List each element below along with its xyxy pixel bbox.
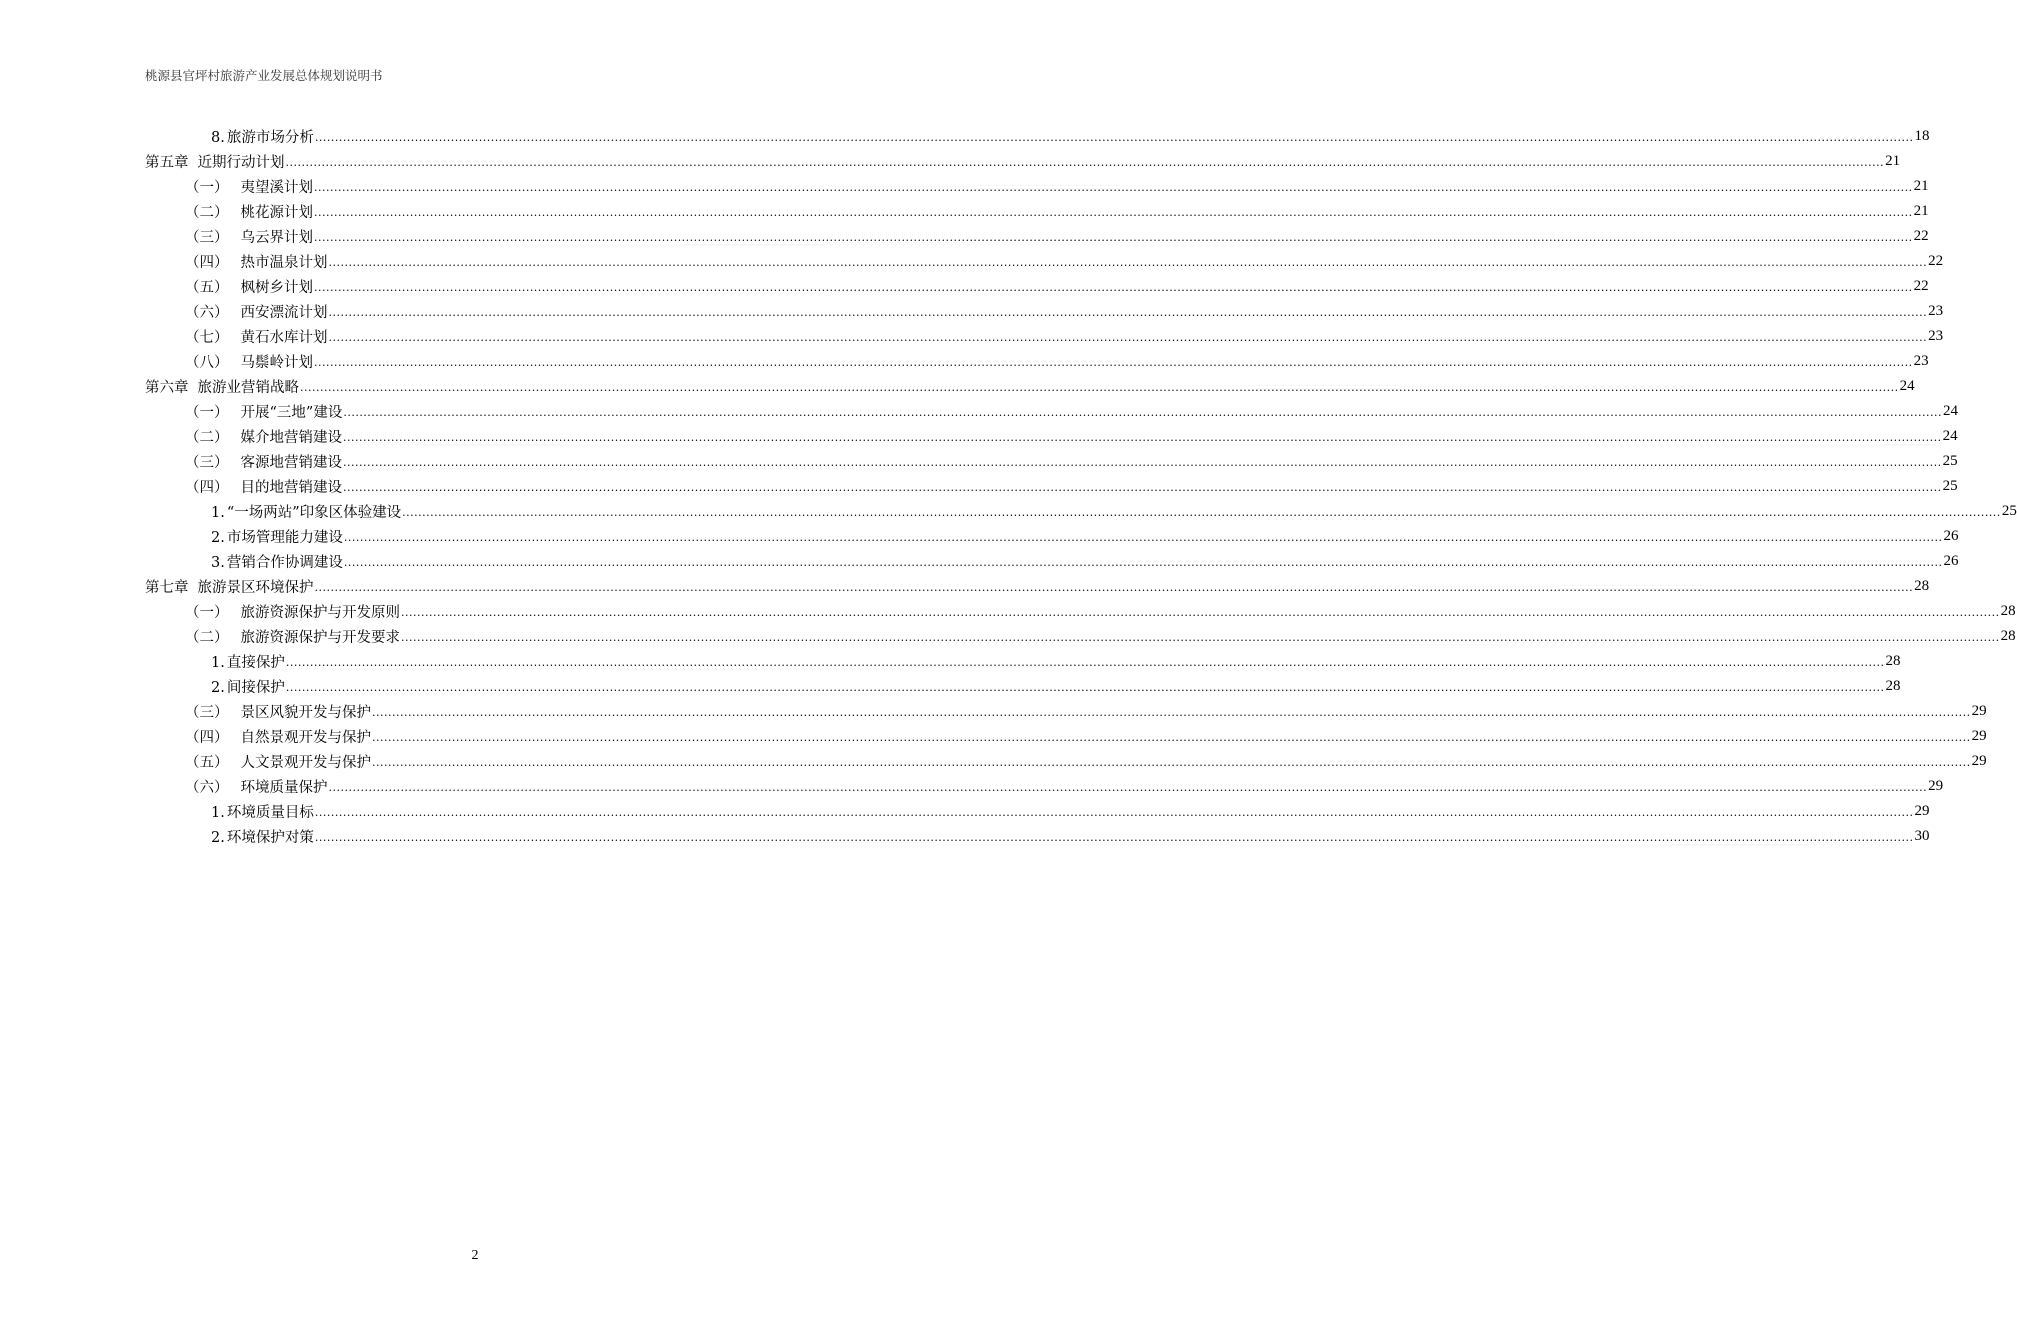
toc-entry-label xyxy=(185,701,371,722)
toc-entry-page: 26 xyxy=(1943,553,1959,569)
toc-entry-label xyxy=(185,226,313,247)
toc-entry-number: 1. xyxy=(211,805,225,821)
toc-entry-label xyxy=(211,526,343,547)
toc-entry-title: 自然景观开发与保护 xyxy=(240,730,371,746)
toc-dot-leader: ................................................................................................................................................................................................................................................................................................................................................................................................................ xyxy=(328,306,1928,319)
toc-entry-number: 2. xyxy=(211,680,225,696)
toc-entry-title: 桃花源计划 xyxy=(240,205,313,221)
toc-entry-number: 2. xyxy=(211,830,225,846)
toc-entry-label xyxy=(185,326,328,347)
toc-entry-title: 开展“三地”建设 xyxy=(240,405,343,421)
toc-entry[interactable] xyxy=(145,724,1987,749)
toc-entry-title: 环境保护对策 xyxy=(226,830,314,846)
toc-entry[interactable] xyxy=(145,674,1901,699)
toc-entry-page: 22 xyxy=(1913,228,1929,244)
toc-entry-number: （五） xyxy=(185,755,229,771)
toc-dot-leader: ................................................................................................................................................................................................................................................................................................................................................................................................................ xyxy=(285,156,1885,169)
toc-entry-page: 23 xyxy=(1928,328,1944,344)
toc-entry-number: 第六章 xyxy=(145,380,189,396)
toc-dot-leader: ................................................................................................................................................................................................................................................................................................................................................................................................................ xyxy=(328,331,1928,344)
toc-entry-page: 18 xyxy=(1914,128,1930,144)
toc-entry[interactable] xyxy=(145,399,1958,424)
toc-entry-page: 21 xyxy=(1885,153,1901,169)
toc-dot-leader: ................................................................................................................................................................................................................................................................................................................................................................................................................ xyxy=(314,206,1913,219)
toc-entry-number: 8. xyxy=(211,130,225,146)
toc-entry-title: 旅游市场分析 xyxy=(226,130,314,146)
toc-entry-page: 29 xyxy=(1971,703,1987,719)
toc-dot-leader: ................................................................................................................................................................................................................................................................................................................................................................................................................ xyxy=(285,656,1885,669)
toc-entry-number: 1. xyxy=(211,505,225,521)
toc-entry-number: （八） xyxy=(185,355,229,371)
toc-entry-page: 29 xyxy=(1971,728,1987,744)
toc-entry-label xyxy=(185,776,328,797)
toc-dot-leader: ................................................................................................................................................................................................................................................................................................................................................................................................................ xyxy=(285,681,1885,694)
toc-entry-title: 近期行动计划 xyxy=(197,155,285,171)
toc-entry-title: 枫树乡计划 xyxy=(240,280,313,296)
toc-entry-page: 21 xyxy=(1913,203,1929,219)
toc-dot-leader: ................................................................................................................................................................................................................................................................................................................................................................................................................ xyxy=(343,531,1943,544)
toc-entry-label xyxy=(145,151,285,172)
toc-dot-leader: ................................................................................................................................................................................................................................................................................................................................................................................................................ xyxy=(314,131,1914,144)
toc-entry-page: 26 xyxy=(1943,528,1959,544)
toc-entry-title: 景区风貌开发与保护 xyxy=(240,705,371,721)
toc-entry-label xyxy=(211,651,285,672)
toc-entry-title: 媒介地营销建设 xyxy=(240,430,342,446)
toc-entry[interactable] xyxy=(145,649,1901,674)
toc-dot-leader: ................................................................................................................................................................................................................................................................................................................................................................................................................ xyxy=(300,381,1899,394)
toc-entry-number: （二） xyxy=(185,205,229,221)
toc-entry-title: 人文景观开发与保护 xyxy=(240,755,371,771)
toc-entry-page: 28 xyxy=(1914,578,1930,594)
toc-dot-leader: ................................................................................................................................................................................................................................................................................................................................................................................................................ xyxy=(314,281,1913,294)
toc-entry-number: （四） xyxy=(185,255,229,271)
toc-entry-label xyxy=(211,126,314,147)
table-of-contents xyxy=(145,124,2017,849)
toc-entry[interactable] xyxy=(145,624,2016,649)
toc-entry-title: 夷望溪计划 xyxy=(240,180,313,196)
toc-entry-label xyxy=(185,426,342,447)
toc-entry-page: 29 xyxy=(1971,753,1987,769)
toc-entry-page: 28 xyxy=(1885,653,1901,669)
toc-entry[interactable] xyxy=(145,774,1944,799)
toc-entry-number: （四） xyxy=(185,480,229,496)
toc-entry-page: 28 xyxy=(1885,678,1901,694)
toc-entry-label xyxy=(211,501,401,522)
toc-entry-title: 旅游资源保护与开发原则 xyxy=(240,605,400,621)
toc-entry[interactable] xyxy=(145,224,1929,249)
toc-entry-number: 第七章 xyxy=(145,580,189,596)
toc-entry[interactable] xyxy=(145,299,1944,324)
toc-dot-leader: ................................................................................................................................................................................................................................................................................................................................................................................................................ xyxy=(314,181,1913,194)
toc-entry[interactable] xyxy=(145,349,1929,374)
toc-entry[interactable] xyxy=(145,249,1944,274)
toc-entry-number: （一） xyxy=(185,180,229,196)
toc-dot-leader: ................................................................................................................................................................................................................................................................................................................................................................................................................ xyxy=(343,431,1942,444)
toc-entry[interactable] xyxy=(145,124,1930,149)
toc-entry[interactable] xyxy=(145,449,1958,474)
toc-entry[interactable] xyxy=(145,549,1959,574)
toc-entry-label xyxy=(185,401,342,422)
toc-dot-leader: ................................................................................................................................................................................................................................................................................................................................................................................................................ xyxy=(328,781,1928,794)
toc-entry-page: 24 xyxy=(1942,428,1958,444)
toc-dot-leader: ................................................................................................................................................................................................................................................................................................................................................................................................................ xyxy=(314,231,1913,244)
toc-entry-title: 旅游景区环境保护 xyxy=(197,580,314,596)
toc-entry-title: “一场两站”印象区体验建设 xyxy=(226,505,402,521)
toc-entry-title: 环境质量目标 xyxy=(226,805,314,821)
toc-entry-label xyxy=(185,276,313,297)
toc-entry[interactable] xyxy=(145,374,1915,399)
toc-entry-label xyxy=(185,476,342,497)
toc-entry-page: 25 xyxy=(1942,453,1958,469)
toc-entry-title: 客源地营销建设 xyxy=(240,455,342,471)
toc-entry-page: 25 xyxy=(1942,478,1958,494)
toc-entry-title: 营销合作协调建设 xyxy=(226,555,343,571)
toc-dot-leader: ................................................................................................................................................................................................................................................................................................................................................................................................................ xyxy=(343,406,1942,419)
toc-entry[interactable] xyxy=(145,524,1959,549)
running-header: 桃源县官坪村旅游产业发展总体规划说明书 xyxy=(145,68,383,83)
toc-dot-leader: ................................................................................................................................................................................................................................................................................................................................................................................................................ xyxy=(343,556,1943,569)
toc-entry-label xyxy=(185,626,400,647)
toc-dot-leader: ................................................................................................................................................................................................................................................................................................................................................................................................................ xyxy=(314,806,1914,819)
toc-entry-label xyxy=(211,676,285,697)
toc-entry-title: 西安漂流计划 xyxy=(240,305,328,321)
toc-dot-leader: ................................................................................................................................................................................................................................................................................................................................................................................................................ xyxy=(343,456,1942,469)
toc-entry-label xyxy=(185,301,328,322)
toc-entry-page: 24 xyxy=(1899,378,1915,394)
toc-entry[interactable] xyxy=(145,699,1987,724)
toc-entry-number: 2. xyxy=(211,530,225,546)
toc-entry-label xyxy=(185,751,371,772)
toc-entry-label xyxy=(211,551,343,572)
toc-dot-leader: ................................................................................................................................................................................................................................................................................................................................................................................................................ xyxy=(314,581,1914,594)
toc-entry-page: 28 xyxy=(2000,628,2016,644)
toc-entry-number: （二） xyxy=(185,630,229,646)
toc-entry-title: 目的地营销建设 xyxy=(240,480,342,496)
toc-entry-number: 1. xyxy=(211,655,225,671)
toc-entry[interactable] xyxy=(145,199,1929,224)
toc-entry[interactable] xyxy=(145,274,1929,299)
toc-entry-number: （一） xyxy=(185,405,229,421)
toc-entry-title: 旅游业营销战略 xyxy=(197,380,299,396)
toc-entry-label xyxy=(185,251,328,272)
toc-entry-title: 直接保护 xyxy=(226,655,285,671)
toc-entry-title: 环境质量保护 xyxy=(240,780,328,796)
toc-entry-label xyxy=(185,451,342,472)
toc-entry-label xyxy=(185,351,313,372)
toc-entry-page: 30 xyxy=(1914,828,1930,844)
toc-entry-label xyxy=(211,801,314,822)
toc-entry[interactable] xyxy=(145,799,1930,824)
toc-entry-label xyxy=(185,176,313,197)
toc-entry-title: 马鬃岭计划 xyxy=(240,355,313,371)
toc-dot-leader: ................................................................................................................................................................................................................................................................................................................................................................................................................ xyxy=(372,706,1971,719)
toc-entry-page: 22 xyxy=(1928,253,1944,269)
toc-entry[interactable] xyxy=(145,749,1987,774)
toc-entry-title: 热市温泉计划 xyxy=(240,255,328,271)
toc-entry[interactable] xyxy=(145,424,1958,449)
toc-entry-number: （六） xyxy=(185,780,229,796)
toc-entry-page: 23 xyxy=(1913,353,1929,369)
toc-entry-number: （一） xyxy=(185,605,229,621)
toc-entry-number: （七） xyxy=(185,330,229,346)
toc-entry-page: 22 xyxy=(1913,278,1929,294)
toc-entry-number: （四） xyxy=(185,730,229,746)
toc-entry-title: 乌云界计划 xyxy=(240,230,313,246)
toc-entry-label xyxy=(185,726,371,747)
toc-entry-page: 23 xyxy=(1928,303,1944,319)
toc-entry-number: （二） xyxy=(185,430,229,446)
toc-entry-title: 旅游资源保护与开发要求 xyxy=(240,630,400,646)
page-number: 2 xyxy=(471,1248,479,1263)
toc-dot-leader: ................................................................................................................................................................................................................................................................................................................................................................................................................ xyxy=(401,631,2000,644)
toc-entry-page: 28 xyxy=(2000,603,2016,619)
toc-entry-number: （三） xyxy=(185,455,229,471)
toc-entry[interactable] xyxy=(145,499,2017,524)
toc-dot-leader: ................................................................................................................................................................................................................................................................................................................................................................................................................ xyxy=(314,356,1913,369)
toc-entry[interactable] xyxy=(145,824,1930,849)
toc-dot-leader: ................................................................................................................................................................................................................................................................................................................................................................................................................ xyxy=(372,756,1971,769)
toc-dot-leader: ................................................................................................................................................................................................................................................................................................................................................................................................................ xyxy=(372,731,1971,744)
toc-entry-page: 25 xyxy=(2001,503,2017,519)
toc-entry-page: 24 xyxy=(1942,403,1958,419)
toc-entry-label xyxy=(211,826,314,847)
toc-entry[interactable] xyxy=(145,324,1944,349)
toc-entry-page: 21 xyxy=(1913,178,1929,194)
toc-dot-leader: ................................................................................................................................................................................................................................................................................................................................................................................................................ xyxy=(328,256,1928,269)
toc-entry-label xyxy=(145,376,299,397)
toc-dot-leader: ................................................................................................................................................................................................................................................................................................................................................................................................................ xyxy=(314,831,1914,844)
toc-entry-number: （五） xyxy=(185,280,229,296)
toc-entry-title: 间接保护 xyxy=(226,680,285,696)
toc-dot-leader: ................................................................................................................................................................................................................................................................................................................................................................................................................ xyxy=(402,506,2001,519)
toc-entry-number: （六） xyxy=(185,305,229,321)
toc-entry[interactable] xyxy=(145,574,1930,599)
toc-entry-label xyxy=(145,576,314,597)
toc-dot-leader: ................................................................................................................................................................................................................................................................................................................................................................................................................ xyxy=(401,606,2000,619)
toc-entry-label xyxy=(185,601,400,622)
toc-entry[interactable] xyxy=(145,149,1901,174)
toc-entry-page: 29 xyxy=(1914,803,1930,819)
toc-entry[interactable] xyxy=(145,474,1958,499)
toc-entry-label xyxy=(185,201,313,222)
toc-entry[interactable] xyxy=(145,599,2016,624)
toc-entry[interactable] xyxy=(145,174,1929,199)
toc-entry-number: 第五章 xyxy=(145,155,189,171)
toc-entry-number: （三） xyxy=(185,230,229,246)
toc-entry-number: （三） xyxy=(185,705,229,721)
toc-entry-page: 29 xyxy=(1928,778,1944,794)
toc-dot-leader: ................................................................................................................................................................................................................................................................................................................................................................................................................ xyxy=(343,481,1942,494)
toc-entry-title: 市场管理能力建设 xyxy=(226,530,343,546)
toc-entry-title: 黄石水库计划 xyxy=(240,330,328,346)
toc-entry-number: 3. xyxy=(211,555,225,571)
